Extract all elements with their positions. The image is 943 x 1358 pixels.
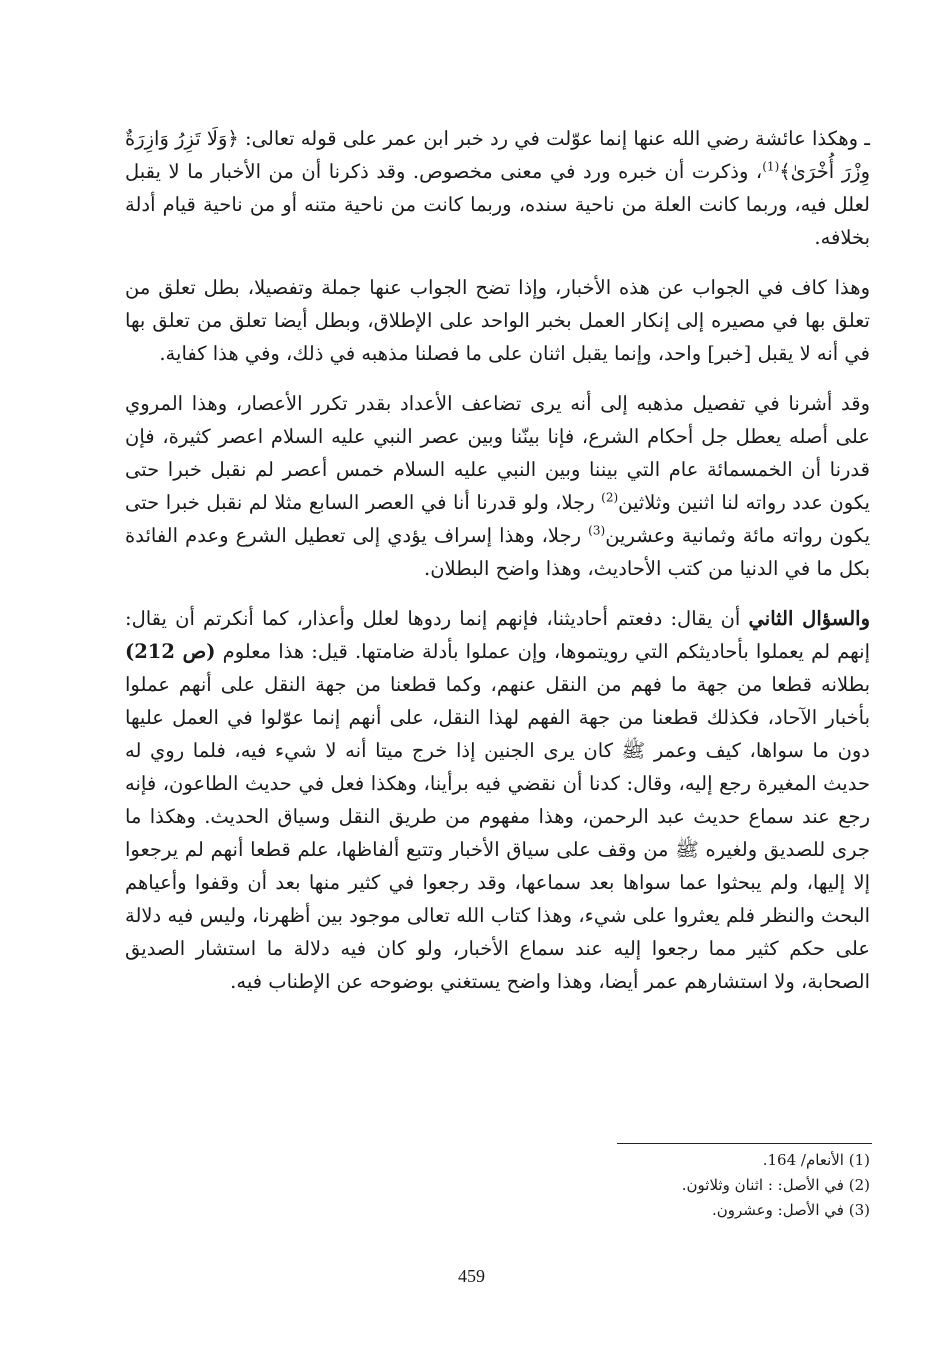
page-reference: (ص 212)	[125, 640, 216, 663]
text-segment: رجلا، ولو قدرنا أنا في العصر السابع مثلا لم نقبل خبرا حتى يكون رواته مائة وثمانية وعشرين	[125, 491, 870, 547]
paragraph-1	[125, 122, 870, 254]
footnote-2: (2) في الأصل: : اثنان وثلاثون.	[681, 1176, 870, 1194]
text-segment: ـ وهكذا عائشة رضي الله عنها إنما عوّلت في رد خبر ابن عمر على قوله تعالى: ﴿وَلَا تَزِرُ وَازِرَةٌ وِزْرَ أُخْرَىٰ﴾	[125, 127, 870, 183]
paragraph-4	[125, 602, 870, 998]
footnote-ref-2: (2)	[601, 490, 619, 505]
paragraph-3	[125, 387, 870, 585]
main-text	[125, 122, 870, 1015]
section-heading-text: والسؤال الثاني	[748, 607, 870, 630]
text-segment: بطلانه قطعا من جهة ما فهم من النقل عنهم، وكما قطعنا من جهة النقل على أنهم عملوا بأخبار الآحاد، فكذلك قطعنا من جهة الفهم لهذا النقل، على أنهم إنما عوّلوا في العمل عليها دون ما سواها، كيف وعمر ﷺ كان يرى الجنين إذا خرج ميتا أنه لا شيء فيه، فلما روي له حديث المغيرة رجع إليه، وقال: كدنا أن نقضي فيه برأينا، وهكذا فعل في حديث الطاعون، فإنه رجع عند سماع حديث عبد الرحمن، وهذا مفهوم من طريق النقل وسياق الحديث. وهكذا ما جرى للصديق ولغيره ﷺ من وقف على سياق الأخبار وتتبع ألفاظها، علم قطعا أنهم لم يرجعوا إلا إليها، ولم يبحثوا عما سواها بعد سماعها، وقد رجعوا في كثير منها بعد أن وقفوا وأعياهم البحث والنظر فلم يعثروا على شيء، وهذا كتاب الله تعالى موجود بين أظهرنا، وليس فيه دلالة على حكم كثير مما رجعوا إليه عند سماع الأخبار، ولو كان فيه دلالة ما استشار الصديق الصحابة، ولا استشارهم عمر أيضا، وهذا واضح يستغني بوضوحه عن الإطناب فيه.	[125, 673, 870, 993]
footnote-ref-3: (3)	[588, 523, 606, 538]
footnote-divider	[617, 1143, 872, 1144]
text-segment: وهذا كاف في الجواب عن هذه الأخبار، وإذا تضح الجواب عنها جملة وتفصيلا، بطل تعلق من تعلق بها في مصيره إلى إنكار العمل بخبر الواحد على الإطلاق، وبطل أيضا تعلق من تعلق بها في أنه لا يقبل [خبر] واحد، وإنما يقبل اثنان على ما فصلنا مذهبه في ذلك، وفي هذا كفاية.	[125, 276, 870, 365]
footnotes	[370, 1148, 870, 1223]
text-segment: رجلا، وهذا إسراف يؤدي إلى تعطيل الشرع وعدم الفائدة بكل ما في الدنيا من كتب الأحاديث، وهذا واضح البطلان.	[125, 524, 870, 580]
page-number: 459	[458, 1266, 485, 1286]
paragraph-2	[125, 271, 870, 370]
footnote-ref-1: (1)	[762, 159, 780, 174]
text-segment: وقد أشرنا في تفصيل مذهبه إلى أنه يرى تضاعف الأعداد بقدر تكرر الأعصار، وهذا المروي على أصله يعطل جل أحكام الشرع، فإنا بينّنا وبين عصر النبي عليه السلام اعصر كثيرة، فإن قدرنا أن الخمسمائة عام التي بيننا وبين النبي عليه السلام خمس أعصر لم نقبل خبرا حتى يكون عدد رواته لنا اثنين وثلاثين	[125, 392, 870, 514]
footnote-3: (3) في الأصل: وعشرون.	[712, 1201, 870, 1219]
footnote-1: (1) الأنعام/ 164.	[762, 1151, 870, 1169]
text-segment: أن يقال: دفعتم أحاديثنا، فإنهم إنما ردوها لعلل وأعذار، كما أنكرتم أن يقال: إنهم لم يعملوا بأحاديثكم التي رويتموها، وإن عملوا بأدلة ضامتها. قيل: هذا معلوم	[125, 607, 870, 663]
text-segment: ، وذكرت أن خبره ورد في معنى مخصوص. وقد ذكرنا أن من الأخبار ما لا يقبل لعلل فيه، وربما كانت العلة من ناحية سنده، وربما كانت من ناحية متنه أو من ناحية قيام أدلة بخلافه.	[125, 160, 870, 249]
